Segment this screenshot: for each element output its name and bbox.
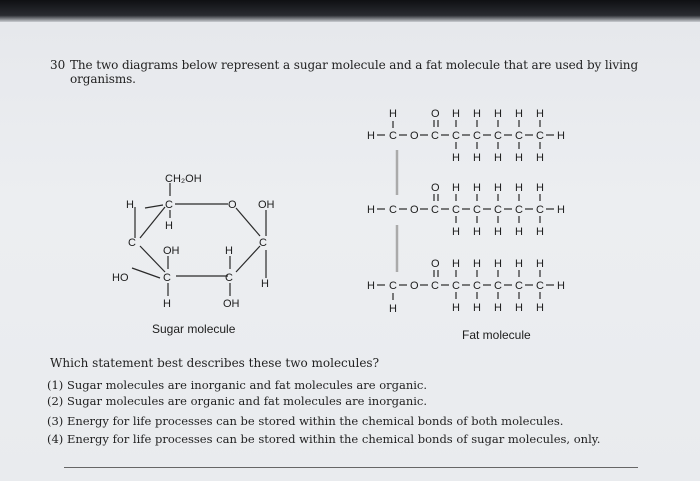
fat-atom-h: H (367, 130, 375, 142)
fat-atom-h: H (515, 152, 523, 164)
fat-atom-h: H (389, 303, 397, 315)
fat-atom-h: H (515, 258, 523, 270)
fat-atom-o: O (410, 130, 419, 142)
fat-atom-h: H (494, 152, 502, 164)
fat-atom-c: C (515, 280, 523, 292)
fat-atom-h: H (494, 226, 502, 238)
fat-atom-c: C (536, 280, 544, 292)
fat-atom-h: H (557, 280, 565, 292)
sugar-atom-c: C (165, 199, 173, 211)
fat-molecule-caption: Fat molecule (462, 328, 531, 342)
fat-atom-h: H (494, 302, 502, 314)
sugar-atom-h: H (126, 199, 134, 211)
fat-atom-h: H (536, 258, 544, 270)
fat-atom-o-carbonyl: O (431, 108, 440, 120)
fat-atom-h: H (389, 108, 397, 120)
fat-atom-h: H (473, 108, 481, 120)
fat-atom-o-carbonyl: O (431, 258, 440, 270)
fat-atom-c: C (431, 204, 439, 216)
fat-atom-c: C (515, 204, 523, 216)
sugar-atom-ho: HO (112, 272, 129, 284)
sugar-atom-oh: OH (223, 298, 240, 310)
fat-atom-c: C (431, 280, 439, 292)
fat-atom-c: C (389, 204, 397, 216)
sugar-atom-oh: OH (163, 245, 180, 257)
fat-atom-h: H (473, 152, 481, 164)
fat-atom-c: C (494, 280, 502, 292)
fat-atom-c: C (494, 204, 502, 216)
fat-atom-h: H (367, 280, 375, 292)
fat-atom-c: C (536, 130, 544, 142)
fat-atom-h: H (452, 152, 460, 164)
fat-atom-h: H (452, 258, 460, 270)
sugar-atom-h: H (163, 298, 171, 310)
question-prompt: Which statement best describes these two molecules? (50, 356, 380, 370)
fat-atom-h: H (473, 258, 481, 270)
fat-atom-h: H (494, 108, 502, 120)
fat-atom-h: H (494, 258, 502, 270)
fat-atom-h: H (557, 204, 565, 216)
fat-atom-h: H (452, 226, 460, 238)
fat-atom-h: H (473, 226, 481, 238)
fat-atom-h: H (557, 130, 565, 142)
sugar-molecule-diagram (132, 183, 266, 296)
fat-atom-h: H (452, 182, 460, 194)
fat-atom-o: O (410, 204, 419, 216)
fat-atom-c: C (494, 130, 502, 142)
sugar-atom-c: C (163, 272, 171, 284)
answer-option-1[interactable]: (1) Sugar molecules are inorganic and fat molecules are organic. (47, 378, 428, 392)
fat-atom-h: H (536, 182, 544, 194)
sugar-atom-oh: OH (258, 199, 275, 211)
sugar-atom-c: C (128, 237, 136, 249)
answer-option-4[interactable]: (4) Energy for life processes can be stored within the chemical bonds of sugar molecules, only. (47, 432, 601, 446)
fat-atom-c: C (536, 204, 544, 216)
fat-atom-c: C (431, 130, 439, 142)
fat-atom-h: H (515, 182, 523, 194)
fat-atom-h: H (536, 226, 544, 238)
sugar-atom-h: H (165, 220, 173, 232)
fat-atom-h: H (536, 152, 544, 164)
fat-atom-h: H (515, 226, 523, 238)
sugar-atom-c: C (225, 272, 233, 284)
fat-atom-h: H (473, 302, 481, 314)
fat-atom-h: H (494, 182, 502, 194)
fat-atom-c: C (389, 130, 397, 142)
fat-atom-h: H (452, 302, 460, 314)
fat-atom-c: C (473, 280, 481, 292)
question-number: 30 (50, 58, 66, 72)
fat-atom-c: C (473, 130, 481, 142)
sugar-atom-h: H (261, 278, 269, 290)
fat-atom-c: C (452, 130, 460, 142)
answer-line (64, 467, 638, 468)
fat-atom-c: C (452, 204, 460, 216)
fat-atom-h: H (473, 182, 481, 194)
fat-atom-h: H (452, 108, 460, 120)
answer-option-2[interactable]: (2) Sugar molecules are organic and fat molecules are inorganic. (47, 394, 428, 408)
fat-atom-c: C (473, 204, 481, 216)
sugar-atom-c: C (259, 237, 267, 249)
sugar-molecule-caption: Sugar molecule (152, 322, 236, 336)
question-text: The two diagrams below represent a sugar molecule and a fat molecule that are used by living organisms. (70, 58, 639, 86)
fat-atom-c: C (515, 130, 523, 142)
answer-option-3[interactable]: (3) Energy for life processes can be stored within the chemical bonds of both molecules. (47, 414, 564, 428)
sugar-atom-h: H (225, 245, 233, 257)
fat-atom-h: H (515, 302, 523, 314)
sugar-atom-o-ring: O (228, 199, 237, 211)
fat-atom-h: H (536, 108, 544, 120)
fat-atom-h: H (367, 204, 375, 216)
fat-atom-o: O (410, 280, 419, 292)
fat-atom-o-carbonyl: O (431, 182, 440, 194)
fat-atom-h: H (515, 108, 523, 120)
sugar-atom-ch2oh: CH₂OH (165, 173, 202, 185)
fat-atom-c: C (452, 280, 460, 292)
fat-atom-h: H (536, 302, 544, 314)
fat-atom-c: C (389, 280, 397, 292)
